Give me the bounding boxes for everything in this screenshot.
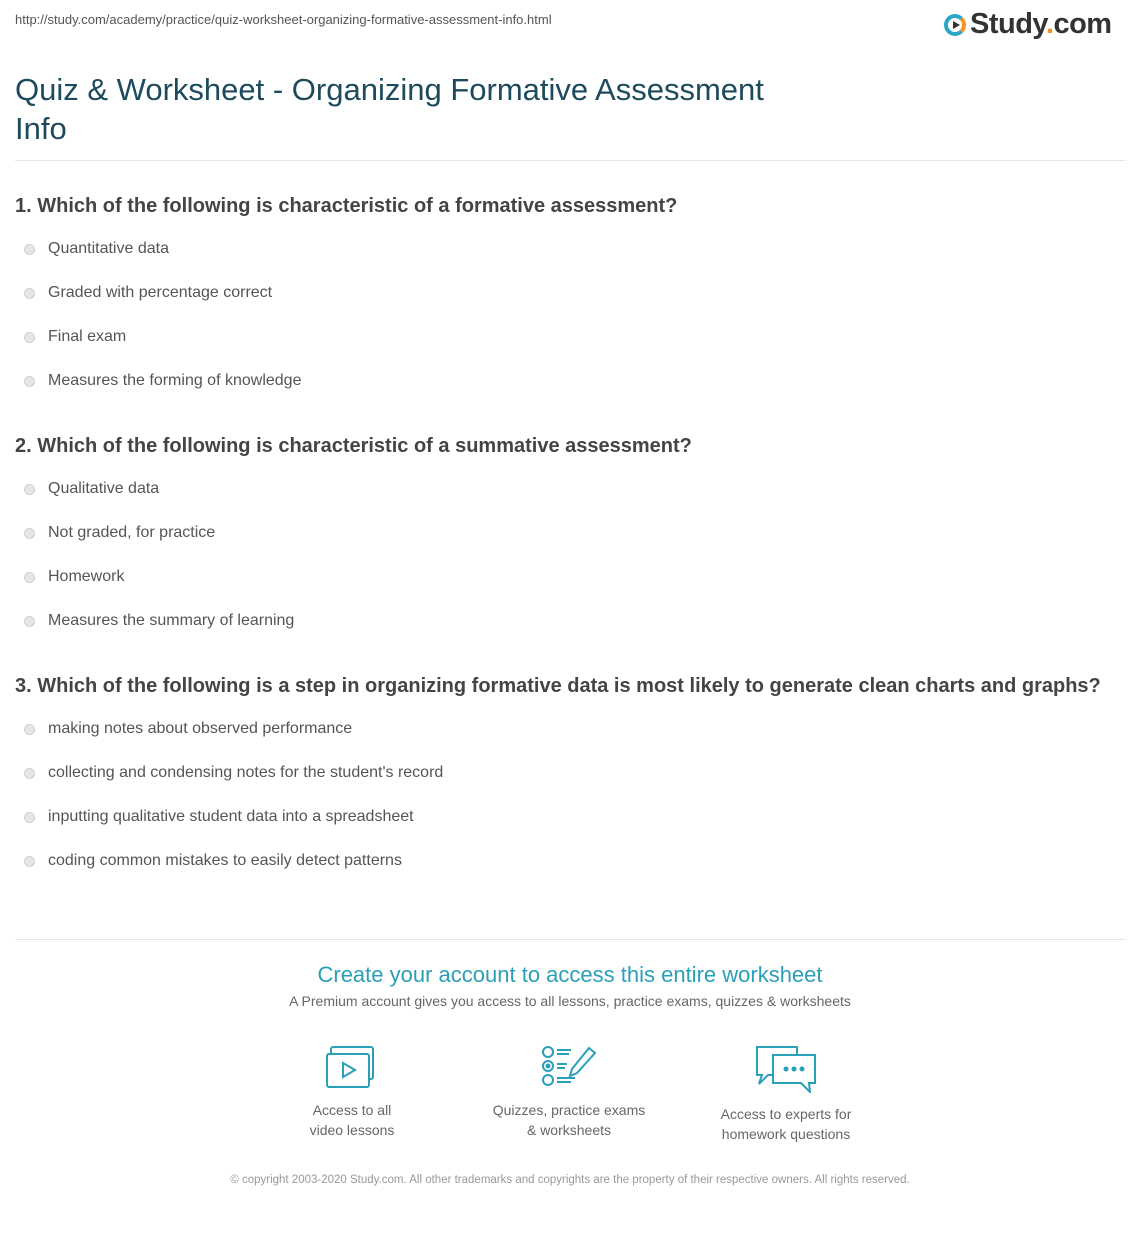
answer-option[interactable] — [15, 227, 1105, 271]
feature-label: Quizzes, practice exams — [492, 1102, 646, 1118]
question-1 — [15, 192, 1105, 403]
study-logo[interactable] — [944, 8, 1112, 41]
option-label: Qualitative data — [48, 480, 160, 497]
cta-subtitle: A Premium account gives you access to all lessons, practice exams, quizzes & worksheets — [289, 993, 851, 1009]
answer-option[interactable] — [15, 707, 1105, 751]
answer-option[interactable] — [15, 839, 1105, 883]
divider — [15, 939, 1125, 940]
divider — [15, 160, 1125, 161]
page-url: http://study.com/academy/practice/quiz-worksheet-organizing-formative-assessment-info.html — [15, 12, 552, 27]
radio-icon[interactable] — [24, 616, 35, 627]
option-label: inputting qualitative student data into a spreadsheet — [48, 808, 414, 825]
option-label: collecting and condensing notes for the student's record — [48, 764, 444, 781]
radio-icon[interactable] — [24, 768, 35, 779]
radio-icon[interactable] — [24, 288, 35, 299]
question-3 — [15, 672, 1105, 883]
feature-label: Access to experts for — [720, 1106, 852, 1122]
radio-icon[interactable] — [24, 812, 35, 823]
play-logo-icon — [944, 14, 966, 36]
feature-label: homework questions — [721, 1126, 851, 1142]
quiz-icon — [541, 1045, 597, 1089]
question-2 — [15, 432, 1105, 643]
copyright-footer: © copyright 2003-2020 Study.com. All other trademarks and copyrights are the property of their respective owners. All rights reserved. — [230, 1174, 910, 1186]
create-account-link[interactable]: Create your account to access this entire worksheet — [317, 962, 823, 987]
answer-option[interactable] — [15, 467, 1105, 511]
answer-option[interactable] — [15, 751, 1105, 795]
page-title: Quiz & Worksheet - Organizing Formative Assessment Info — [15, 72, 764, 146]
option-label: coding common mistakes to easily detect patterns — [48, 852, 402, 869]
answer-option[interactable] — [15, 271, 1105, 315]
logo-tld: com — [1053, 8, 1112, 40]
video-lessons-icon — [326, 1045, 378, 1089]
answer-option[interactable] — [15, 555, 1105, 599]
option-label: Measures the forming of knowledge — [48, 372, 302, 389]
question-text: 1. Which of the following is characteristic of a formative assessment? — [15, 195, 678, 217]
option-label: Measures the summary of learning — [48, 612, 295, 629]
option-label: Final exam — [48, 328, 127, 345]
option-label: making notes about observed performance — [48, 720, 353, 737]
answer-option[interactable] — [15, 359, 1105, 403]
feature-quizzes — [469, 1045, 669, 1140]
option-label: Homework — [48, 568, 125, 585]
radio-icon[interactable] — [24, 856, 35, 867]
option-label: Graded with percentage correct — [48, 284, 273, 301]
radio-icon[interactable] — [24, 244, 35, 255]
feature-video-lessons — [252, 1045, 452, 1140]
answer-option[interactable] — [15, 511, 1105, 555]
radio-icon[interactable] — [24, 528, 35, 539]
feature-label: video lessons — [309, 1122, 395, 1138]
experts-chat-icon — [754, 1045, 818, 1093]
answer-option[interactable] — [15, 795, 1105, 839]
answer-option[interactable] — [15, 315, 1105, 359]
option-label: Not graded, for practice — [48, 524, 216, 541]
radio-icon[interactable] — [24, 332, 35, 343]
radio-icon[interactable] — [24, 484, 35, 495]
question-text: 3. Which of the following is a step in organizing formative data is most likely to generate clean charts and graphs? — [15, 675, 1101, 697]
question-text: 2. Which of the following is characteristic of a summative assessment? — [15, 435, 692, 457]
logo-dot: . — [1045, 8, 1054, 40]
radio-icon[interactable] — [24, 376, 35, 387]
answer-option[interactable] — [15, 599, 1105, 643]
radio-icon[interactable] — [24, 724, 35, 735]
feature-label: & worksheets — [526, 1122, 612, 1138]
logo-name: Study — [970, 8, 1046, 40]
feature-label: Access to all — [312, 1102, 392, 1118]
option-label: Quantitative data — [48, 240, 169, 257]
radio-icon[interactable] — [24, 572, 35, 583]
feature-experts — [686, 1045, 886, 1144]
